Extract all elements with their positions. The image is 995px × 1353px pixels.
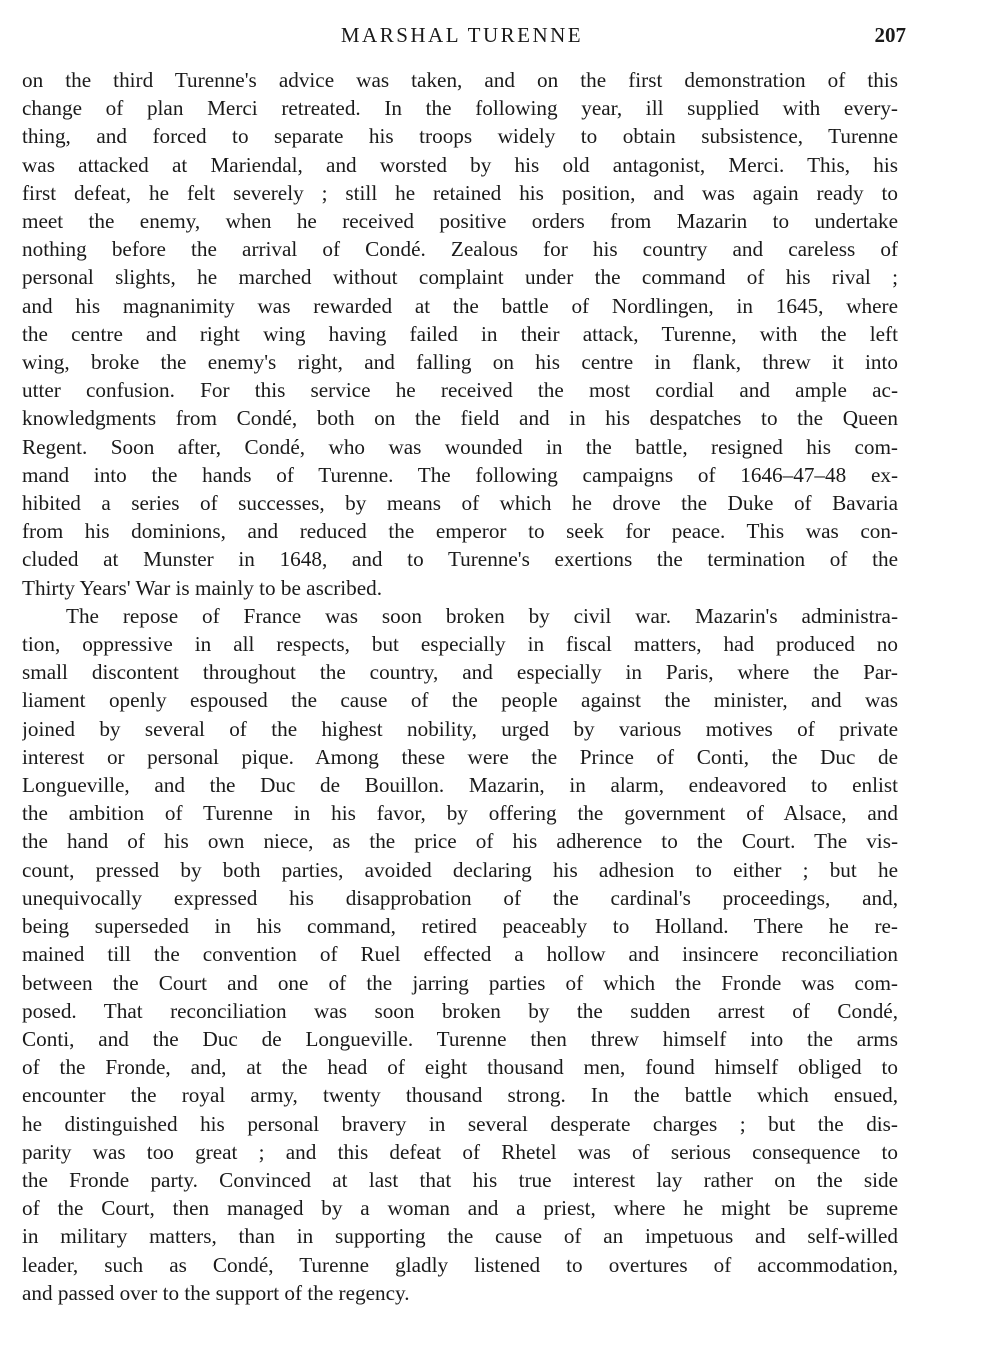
text-line: and passed over to the support of the regency. bbox=[22, 1280, 410, 1305]
text-line: Longueville, and the Duc de Bouillon. Mazarin, in alarm, endeavored to enlist bbox=[22, 773, 898, 798]
text-line: between the Court and one of the jarring parties of which the Fronde was com- bbox=[22, 970, 898, 995]
text-line: parity was too great ; and this defeat of Rhetel was of serious consequence to bbox=[22, 1139, 898, 1164]
text-line: small discontent throughout the country, and especially in Paris, where the Par- bbox=[22, 660, 898, 685]
page-number: 207 bbox=[874, 23, 906, 47]
text-line: in military matters, than in supporting the cause of an impetuous and self-willed bbox=[22, 1224, 898, 1249]
text-line: being superseded in his command, retired peaceably to Holland. There he re- bbox=[22, 914, 898, 939]
text-line: interest or personal pique. Among these were the Prince of Conti, the Duc de bbox=[22, 744, 898, 769]
text-line: first defeat, he felt severely ; still he retained his position, and was again ready to bbox=[22, 180, 898, 205]
text-line: Thirty Years' War is mainly to be ascribed. bbox=[22, 575, 383, 600]
text-line: the ambition of Turenne in his favor, by offering the government of Alsace, and bbox=[22, 801, 898, 826]
text-line: Conti, and the Duc de Longueville. Turenne then threw himself into the arms bbox=[22, 1026, 898, 1051]
text-line: personal slights, he marched without complaint under the command of his rival ; bbox=[22, 265, 898, 290]
text-line: on the third Turenne's advice was taken, and on the first demonstration of this bbox=[22, 68, 898, 92]
text-line: The repose of France was soon broken by civil war. Mazarin's administra- bbox=[66, 603, 898, 628]
text-line: utter confusion. For this service he received the most cordial and ample ac- bbox=[22, 378, 898, 403]
text-line: unequivocally expressed his disapprobation of the cardinal's proceedings, and, bbox=[22, 885, 898, 910]
text-line: cluded at Munster in 1648, and to Turenne's exertions the termination of the bbox=[22, 547, 898, 572]
text-line: leader, such as Condé, Turenne gladly listened to overtures of accommodation, bbox=[22, 1252, 898, 1277]
paragraph bbox=[22, 602, 898, 1307]
text-line: the hand of his own niece, as the price of his adherence to the Court. The vis- bbox=[22, 829, 898, 854]
text-line: mained till the convention of Ruel effected a hollow and insincere reconciliation bbox=[22, 942, 898, 967]
text-line: of the Court, then managed by a woman and a priest, where he might be supreme bbox=[22, 1196, 898, 1221]
text-line: wing, broke the enemy's right, and falling on his centre in flank, threw it into bbox=[22, 350, 898, 375]
text-line: was attacked at Mariendal, and worsted by his old antagonist, Merci. This, his bbox=[22, 152, 898, 177]
text-line: change of plan Merci retreated. In the following year, ill supplied with every- bbox=[22, 96, 898, 121]
running-title: MARSHAL TURENNE bbox=[340, 23, 584, 47]
text-line: thing, and forced to separate his troops widely to obtain subsistence, Turenne bbox=[22, 124, 898, 149]
text-line: hibited a series of successes, by means of which he drove the Duke of Bavaria bbox=[22, 491, 898, 516]
text-line: tion, oppressive in all respects, but especially in fiscal matters, had produced no bbox=[22, 632, 898, 657]
text-line: the centre and right wing having failed in their attack, Turenne, with the left bbox=[22, 321, 898, 346]
text-line: the Fronde party. Convinced at last that his true interest lay rather on the side bbox=[22, 1167, 898, 1192]
text-line: meet the enemy, when he received positive orders from Mazarin to undertake bbox=[22, 209, 898, 234]
text-line: from his dominions, and reduced the emperor to seek for peace. This was con- bbox=[22, 519, 898, 544]
text-line: mand into the hands of Turenne. The following campaigns of 1646–47–48 ex- bbox=[22, 462, 898, 487]
text-line: joined by several of the highest nobility, urged by various motives of private bbox=[22, 716, 898, 741]
page-header bbox=[22, 20, 906, 50]
text-line: Regent. Soon after, Condé, who was wounded in the battle, resigned his com- bbox=[22, 434, 898, 459]
text-line: knowledgments from Condé, both on the field and in his despatches to the Queen bbox=[22, 406, 898, 431]
paragraph bbox=[22, 66, 898, 602]
text-line: of the Fronde, and, at the head of eight thousand men, found himself obliged to bbox=[22, 1055, 898, 1080]
text-line: he distinguished his personal bravery in several desperate charges ; but the dis- bbox=[22, 1111, 898, 1136]
text-line: encounter the royal army, twenty thousand strong. In the battle which ensued, bbox=[22, 1083, 898, 1108]
text-line: count, pressed by both parties, avoided declaring his adhesion to either ; but he bbox=[22, 857, 898, 882]
text-line: and his magnanimity was rewarded at the battle of Nordlingen, in 1645, where bbox=[22, 293, 898, 318]
text-line: nothing before the arrival of Condé. Zealous for his country and careless of bbox=[22, 237, 898, 262]
text-line: liament openly espoused the cause of the people against the minister, and was bbox=[22, 688, 898, 713]
text-line: posed. That reconciliation was soon broken by the sudden arrest of Condé, bbox=[22, 998, 898, 1023]
body-text bbox=[22, 66, 898, 1307]
